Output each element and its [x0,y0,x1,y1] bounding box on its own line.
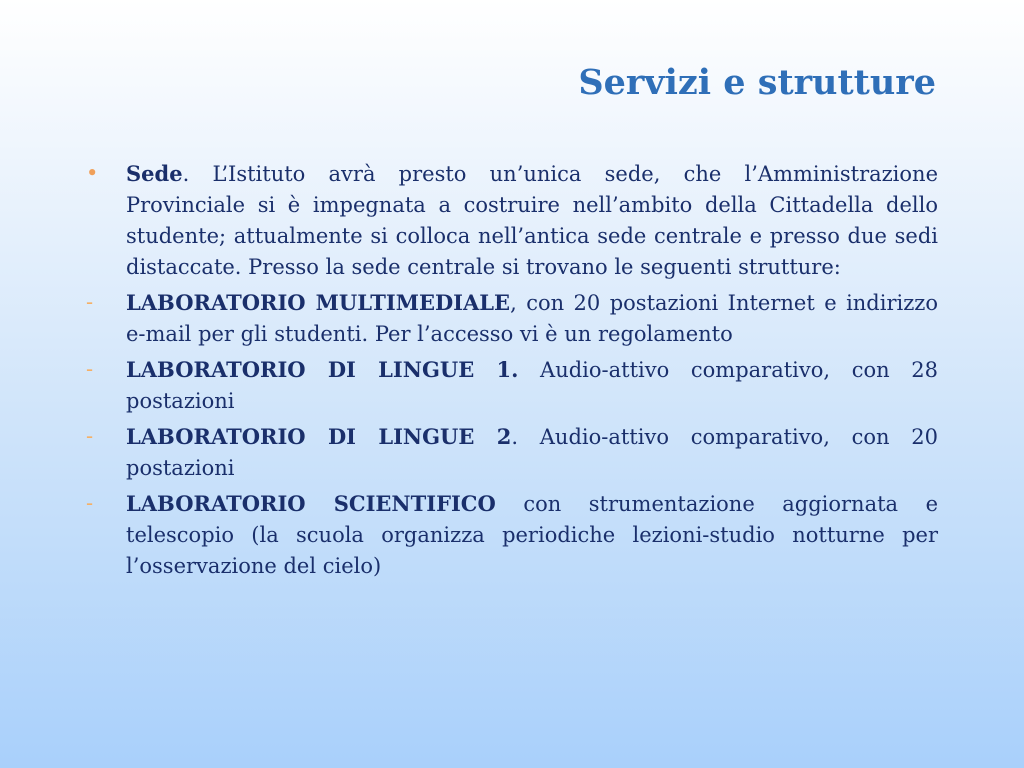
dash-marker: - [86,491,94,515]
item-heading: LABORATORIO DI LINGUE 1. [126,357,519,382]
slide-title: Servizi e strutture [578,62,936,103]
list-item [86,421,938,484]
item-heading: LABORATORIO DI LINGUE 2 [126,424,512,449]
item-heading: LABORATORIO SCIENTIFICO [126,491,496,516]
list-item [86,354,938,417]
dash-marker: - [86,424,94,448]
item-text: . L’Istituto avrà presto un’unica sede, che l’Amministrazione Provinciale si è impegnata a costruire nell’ambito della Cittadella dello studente; attualmente si colloca nell’antica sede centrale e presso due sedi distaccate. Presso la sede centrale si trovano le seguenti strutture: [126,162,938,279]
dash-marker: - [86,290,94,314]
item-text: . Audio-attivo comparativo, con 20 postazioni [126,425,938,480]
list-item [86,158,938,283]
list-item [86,488,938,582]
item-heading: Sede [126,161,183,186]
item-text: , con 20 postazioni Internet e indirizzo e-mail per gli studenti. Per l’accesso vi è un regolamento [126,291,938,346]
item-heading: LABORATORIO MULTIMEDIALE [126,290,511,315]
list-item [86,287,938,350]
item-text: Audio-attivo comparativo, con 28 postazioni [126,358,938,413]
item-text: con strumentazione aggiornata e telescopio (la scuola organizza periodiche lezioni-studio notturne per l’osservazione del cielo) [126,492,938,578]
slide-body [86,158,938,586]
bullet-marker: • [86,161,99,185]
dash-marker: - [86,357,94,381]
